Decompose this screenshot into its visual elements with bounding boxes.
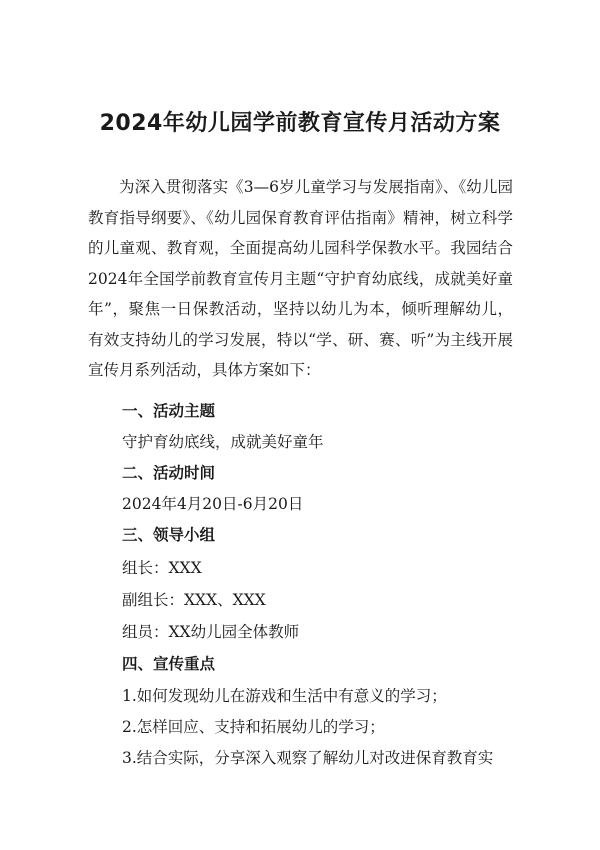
members-line: 组员：XX幼儿园全体教师 xyxy=(122,623,300,641)
intro-paragraph: 为深入贯彻落实《3—6岁儿童学习与发展指南》、《幼儿园教育指导纲要》、《幼儿园保育教育评估指南》精神，树立科学的儿童观、教育观，全面提高幼儿园科学保教水平。我园结合2024年全国学前教育宣传月主题“守护育幼底线，成就美好童年”，聚焦一日保教活动，坚持以幼儿为本，倾听理解幼儿，有效支持幼儿的学习发展，特以“学、研、赛、听”为主线开展宣传月系列活动，具体方案如下： xyxy=(88,178,513,379)
section-heading-leadership: 三、领导小组 xyxy=(122,526,216,544)
document-title: 2024年幼儿园学前教育宣传月活动方案 xyxy=(99,111,501,136)
focus-item-1: 1.如何发现幼儿在游戏和生活中有意义的学习； xyxy=(122,687,447,705)
theme-text: 守护育幼底线，成就美好童年 xyxy=(122,433,324,451)
section-heading-time: 二、活动时间 xyxy=(122,464,216,482)
focus-item-2: 2.怎样回应、支持和拓展幼儿的学习； xyxy=(122,718,385,736)
section-heading-focus: 四、宣传重点 xyxy=(122,655,216,673)
deputy-leader-line: 副组长：XXX、XXX xyxy=(122,591,266,609)
leader-line: 组长：XXX xyxy=(122,559,202,577)
focus-item-3: 3.结合实际，分享深入观察了解幼儿对改进保育教育实 xyxy=(122,749,494,767)
section-heading-theme: 一、活动主题 xyxy=(122,402,216,420)
time-text: 2024年4月20日-6月20日 xyxy=(122,495,304,513)
